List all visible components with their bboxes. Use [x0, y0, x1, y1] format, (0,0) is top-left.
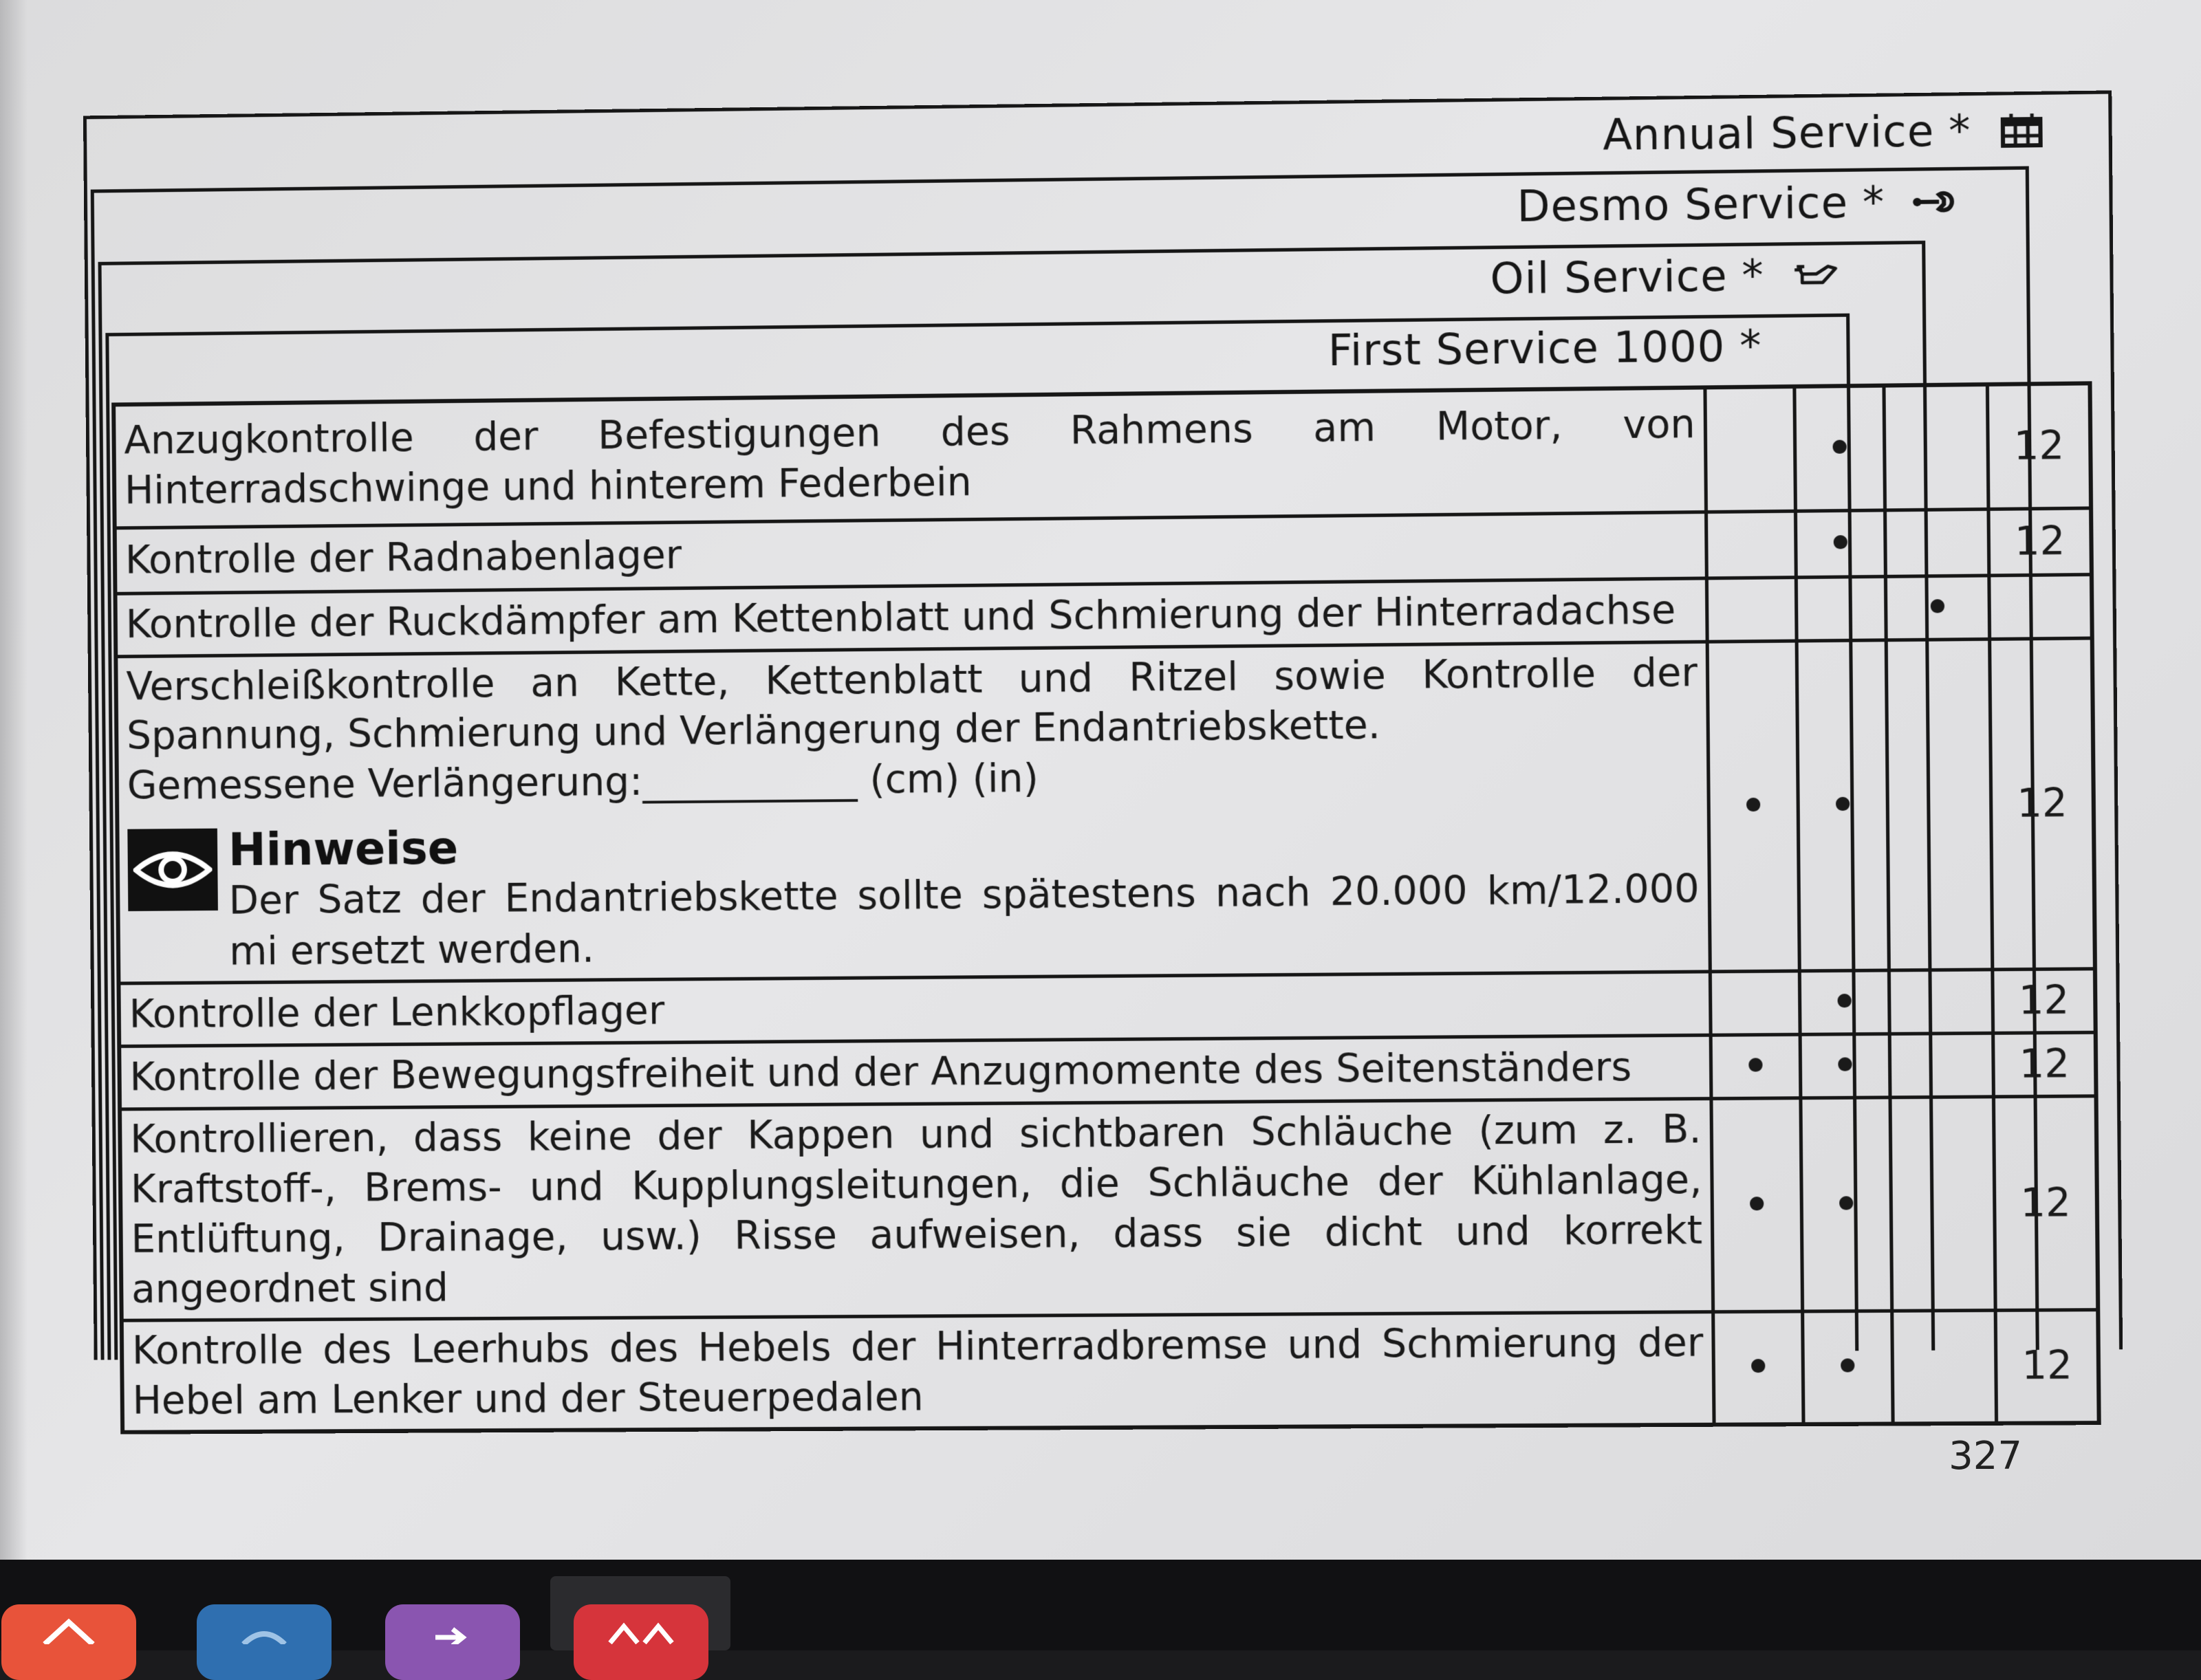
annual-service-cell: 12 [1990, 637, 2095, 970]
oil-service-cell [1796, 576, 1886, 641]
row-description: Kontrolle der Bewegungsfreiheit und der Anzugmomente des Seitenständers [119, 1035, 1711, 1109]
oil-service-cell: • [1795, 510, 1885, 577]
oil-service-cell: • [1801, 1098, 1892, 1311]
taskbar-app-red[interactable] [574, 1604, 708, 1680]
desmo-service-cell [1885, 509, 1989, 576]
annual-service-header [1603, 105, 2046, 160]
oil-service-cell: • [1803, 1311, 1894, 1424]
taskbar [0, 1560, 2201, 1650]
desmo-service-cell [1886, 639, 1993, 970]
annual-service-cell: 12 [1993, 969, 2096, 1034]
note-title: Hinweise [228, 814, 1700, 875]
screen-edge [0, 0, 28, 1560]
measured-elongation-field: Gemessene Verlängerung:___________ (cm) (in) [127, 748, 1698, 811]
calendar-icon [1997, 109, 2046, 151]
first-service-cell [1706, 511, 1796, 578]
page-number: 327 [1949, 1434, 2022, 1479]
desmo-service-cell [1889, 970, 1993, 1034]
first-service-header [1327, 320, 1761, 375]
row-description: Kontrolle der Radnabenlager [115, 512, 1707, 593]
first-service-cell: • [1711, 1034, 1801, 1098]
first-service-cell [1705, 386, 1796, 512]
double-chevron-icon [603, 1617, 679, 1644]
table-row [116, 637, 2095, 983]
document-page [83, 90, 2123, 1401]
desmo-service-cell [1889, 1033, 1993, 1097]
desmo-service-cell: • [1885, 575, 1989, 640]
first-service-cell: • [1711, 1098, 1803, 1312]
desmo-service-header [1517, 176, 1960, 232]
oil-service-cell: • [1795, 386, 1885, 511]
first-service-cell [1706, 577, 1797, 642]
house-icon [38, 1617, 100, 1644]
circle-icon [233, 1617, 295, 1644]
annual-service-cell: 12 [1987, 383, 2091, 509]
note-block [127, 814, 1700, 978]
table-row [122, 1310, 2099, 1432]
annual-service-cell [1989, 574, 2092, 639]
desmo-service-label: Desmo Service * [1517, 177, 1885, 232]
first-service-cell: • [1707, 641, 1799, 972]
annual-service-label: Annual Service * [1603, 105, 1971, 160]
table-row [113, 383, 2091, 527]
row-description: Kontrolle der Lenkkopflager [118, 972, 1711, 1047]
taskbar-app-purple[interactable] [385, 1604, 520, 1680]
row-description: Anzugkontrolle der Befestigungen des Rahmens am Motor, von Hinterradschwinge und hinterem Federbein [113, 387, 1706, 527]
note-text: Der Satz der Endantriebskette sollte spätestens nach 20.000 km/12.000 mi ersetzt werden. [228, 864, 1700, 977]
annual-service-cell: 12 [1993, 1032, 2096, 1097]
taskbar-app-orange[interactable] [1, 1604, 136, 1680]
oil-service-cell: • [1797, 640, 1889, 971]
first-service-cell [1710, 971, 1800, 1035]
arrow-icon [422, 1617, 484, 1644]
oil-can-icon [1790, 254, 1839, 296]
row-description: Kontrolle des Leerhubs des Hebels der Hinterradbremse und Schmierung der Hebel am Lenker und der Steuerpedalen [122, 1312, 1714, 1432]
annual-service-cell: 12 [1993, 1096, 2098, 1310]
desmo-service-cell [1890, 1097, 1995, 1311]
first-service-label: First Service 1000 * [1327, 320, 1761, 375]
annual-service-cell: 12 [1995, 1310, 2099, 1423]
oil-service-label: Oil Service * [1490, 250, 1764, 304]
row-description: Kontrolle der Ruckdämpfer am Kettenblatt und Schmierung der Hinterradachse [116, 578, 1708, 656]
wrench-icon [1911, 180, 1960, 222]
desmo-service-cell [1884, 384, 1988, 510]
oil-service-cell: • [1799, 970, 1889, 1034]
oil-service-cell: • [1800, 1034, 1890, 1098]
annual-service-cell: 12 [1988, 508, 2092, 575]
row-description: Kontrollieren, dass keine der Kappen und sichtbaren Schläuche (zum z. B. Kraftstoff-, Brems- und Kupplungsleitungen, die Schläuche der Kühlanlage, Entlüftung, Drainage, usw.) Risse aufweisen, dass sie dicht und korrekt angeordnet sind [120, 1099, 1713, 1320]
taskbar-app-blue[interactable] [197, 1604, 332, 1680]
chain-check-text: Verschleißkontrolle an Kette, Kettenblatt und Ritzel sowie Kontrolle der Spannung, Schmierung und Verlängerung der Endantriebskette. [126, 647, 1698, 761]
eye-icon [127, 829, 218, 911]
oil-service-header [1490, 249, 1839, 303]
maintenance-table [111, 381, 2101, 1434]
desmo-service-cell [1892, 1310, 1997, 1423]
table-row [120, 1096, 2098, 1320]
row-description [116, 642, 1710, 983]
first-service-cell: • [1713, 1311, 1803, 1425]
